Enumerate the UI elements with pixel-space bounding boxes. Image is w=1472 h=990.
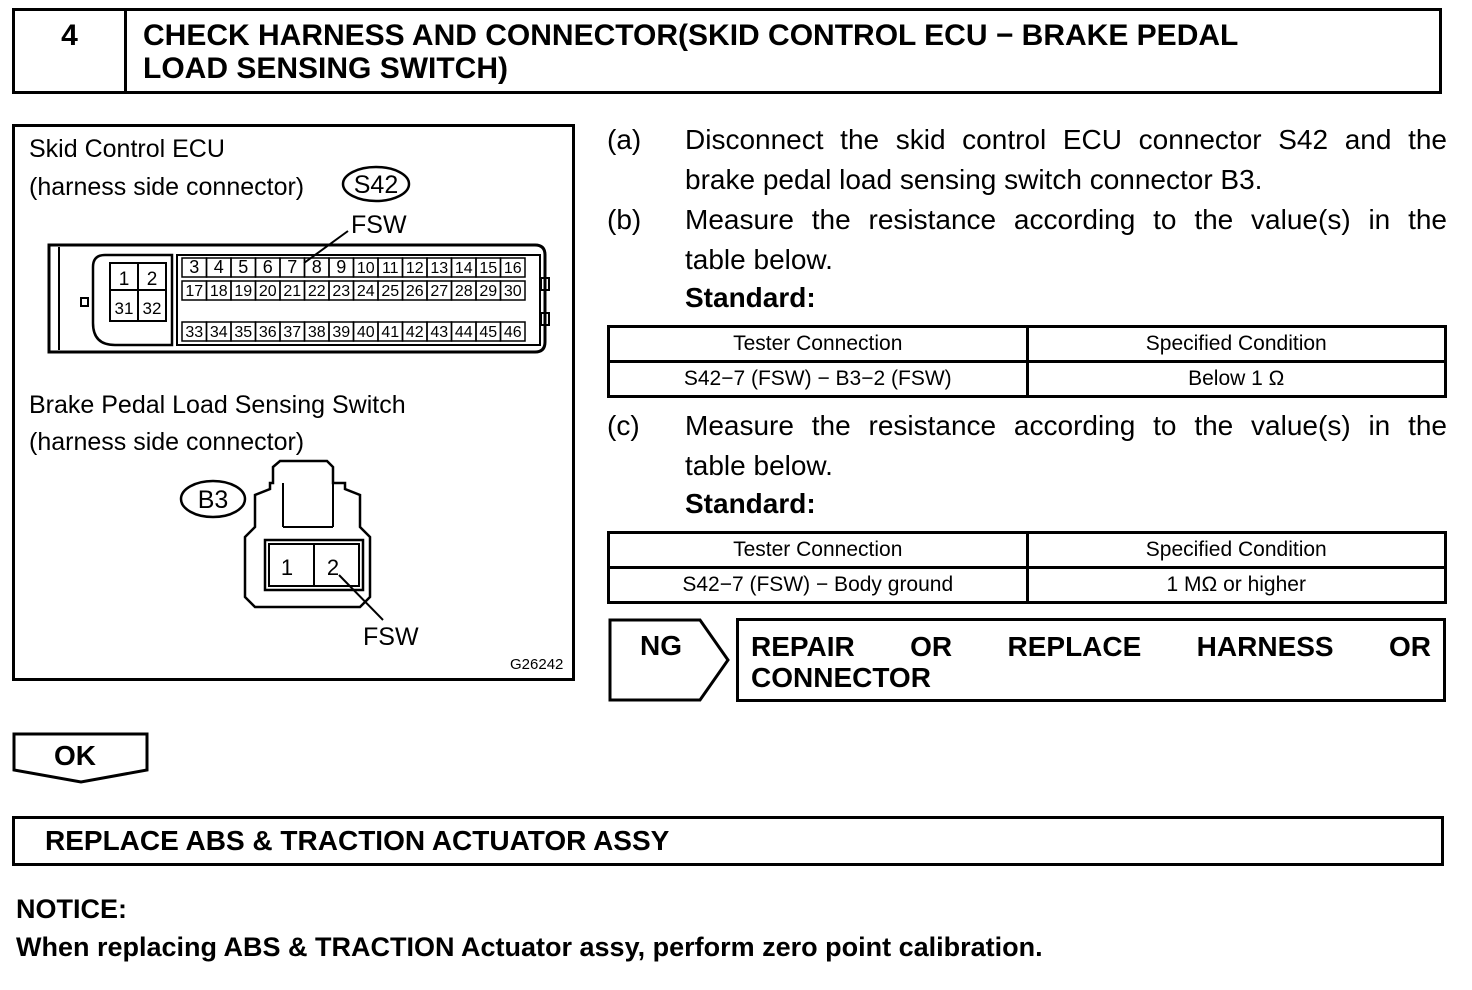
table-header-row (609, 533, 1446, 568)
step-c-line2: table below. (685, 450, 833, 481)
replace-text: REPLACE ABS & TRACTION ACTUATOR ASSY (45, 825, 670, 856)
table-header-row (609, 327, 1446, 362)
ecu-pin: 35 (234, 324, 253, 341)
switch-sub-label: (harness side connector) (29, 428, 305, 456)
step-c-standard: Standard: (685, 488, 816, 519)
spec-table-2 (607, 531, 1447, 604)
figure-id: G26242 (510, 656, 564, 673)
connector-figure (12, 124, 575, 681)
table-row (609, 568, 1446, 603)
ecu-pin: 30 (503, 283, 522, 300)
step-b-letter: (b) (607, 204, 642, 235)
step-c (607, 406, 1447, 526)
ng-action-line1: REPAIR OR REPLACE HARNESS OR (751, 631, 1431, 662)
fsw-bottom-label: FSW (363, 623, 419, 651)
ecu-pin: 21 (283, 283, 302, 300)
ecu-pin: 28 (454, 283, 473, 300)
ecu-pin: 41 (381, 324, 400, 341)
switch-pin-2: 2 (326, 555, 340, 580)
ecu-pin: 7 (287, 257, 298, 277)
table-header-cell: Specified Condition (1027, 533, 1446, 568)
table-header-cell: Tester Connection (609, 327, 1028, 362)
ecu-pin: 9 (336, 257, 347, 277)
ecu-pin: 18 (209, 283, 228, 300)
ecu-pin: 24 (356, 283, 375, 300)
ecu-pin: 6 (262, 257, 273, 277)
switch-pin-1: 1 (280, 555, 294, 580)
ecu-pin: 33 (185, 324, 204, 341)
ecu-pin: 25 (381, 283, 400, 300)
ecu-label: Skid Control ECU (29, 135, 225, 163)
ng-arrow (608, 618, 732, 702)
fsw-bottom-leader (339, 575, 383, 620)
step-b-standard: Standard: (685, 282, 816, 313)
step-a-line1: Disconnect the skid control ECU connector S42 and the (685, 124, 1447, 155)
table-cell: S42−7 (FSW) − B3−2 (FSW) (609, 362, 1028, 397)
ecu-pin: 4 (213, 257, 224, 277)
step-title-line2: LOAD SENSING SWITCH) (143, 52, 508, 85)
table-cell: S42−7 (FSW) − Body ground (609, 568, 1028, 603)
step-number: 4 (15, 11, 127, 91)
ecu-pin: 13 (430, 260, 449, 277)
ng-action-line2: CONNECTOR (751, 662, 931, 693)
replace-box (12, 816, 1444, 866)
ecu-pin: 16 (503, 260, 522, 277)
ecu-pin: 20 (258, 283, 277, 300)
ecu-pin: 29 (479, 283, 498, 300)
ecu-pin: 26 (405, 283, 424, 300)
b3-text: B3 (197, 486, 229, 514)
step-c-letter: (c) (607, 410, 640, 441)
ecu-pin: 42 (405, 324, 424, 341)
table-cell: Below 1 Ω (1027, 362, 1446, 397)
ecu-pin: 15 (479, 260, 498, 277)
ecu-pin: 45 (479, 324, 498, 341)
ecu-sub-label: (harness side connector) (29, 173, 305, 201)
ecu-pin: 23 (332, 283, 351, 300)
ecu-pin: 36 (258, 324, 277, 341)
spec-table-1 (607, 325, 1447, 398)
ecu-pin: 1 (118, 269, 130, 290)
ecu-pin: 17 (185, 283, 204, 300)
table-row (609, 362, 1446, 397)
ecu-pin: 39 (332, 324, 351, 341)
ecu-pin: 22 (307, 283, 326, 300)
step-a (607, 120, 1447, 200)
ecu-pin: 14 (454, 260, 473, 277)
table-header-cell: Tester Connection (609, 533, 1028, 568)
table-header-cell: Specified Condition (1027, 327, 1446, 362)
fsw-top-label: FSW (351, 211, 407, 239)
step-c-line1: Measure the resistance according to the value(s) in the (685, 410, 1447, 441)
ecu-pin: 27 (430, 283, 449, 300)
ecu-pin: 34 (209, 324, 228, 341)
ecu-pin: 43 (430, 324, 449, 341)
step-b (607, 200, 1447, 320)
ecu-pin: 46 (503, 324, 522, 341)
ecu-pin: 19 (234, 283, 253, 300)
step-title-line1: CHECK HARNESS AND CONNECTOR(SKID CONTROL ECU − BRAKE PEDAL (143, 19, 1239, 52)
step-b-line1: Measure the resistance according to the value(s) in the (685, 204, 1447, 235)
step-b-line2: table below. (685, 244, 833, 275)
ecu-pin: 10 (356, 260, 375, 277)
ecu-pin: 37 (283, 324, 302, 341)
ecu-pin: 31 (114, 299, 134, 318)
ecu-pin: 5 (238, 257, 249, 277)
notice-text: When replacing ABS & TRACTION Actuator assy, perform zero point calibration. (16, 932, 1043, 962)
ecu-pin: 44 (454, 324, 473, 341)
step-a-letter: (a) (607, 124, 642, 155)
table-cell: 1 MΩ or higher (1027, 568, 1446, 603)
switch-label: Brake Pedal Load Sensing Switch (29, 391, 406, 419)
step-header (12, 8, 1442, 94)
ok-arrow (12, 732, 150, 784)
s42-text: S42 (353, 171, 399, 199)
notice-title: NOTICE: (16, 894, 127, 924)
ecu-pin: 3 (189, 257, 200, 277)
ng-action-text (751, 631, 1431, 693)
ok-label: OK (54, 740, 96, 771)
ecu-pin: 32 (142, 299, 162, 318)
step-title (143, 19, 1429, 85)
ecu-pin: 38 (307, 324, 326, 341)
ecu-pin: 8 (311, 257, 322, 277)
step-a-line2: brake pedal load sensing switch connector B3. (685, 164, 1263, 195)
ecu-pin: 11 (381, 260, 399, 277)
ecu-pin: 2 (146, 269, 158, 290)
ng-action-box (736, 618, 1446, 702)
ecu-pin: 40 (356, 324, 375, 341)
ecu-pin: 12 (405, 260, 424, 277)
ng-label: NG (640, 630, 682, 661)
